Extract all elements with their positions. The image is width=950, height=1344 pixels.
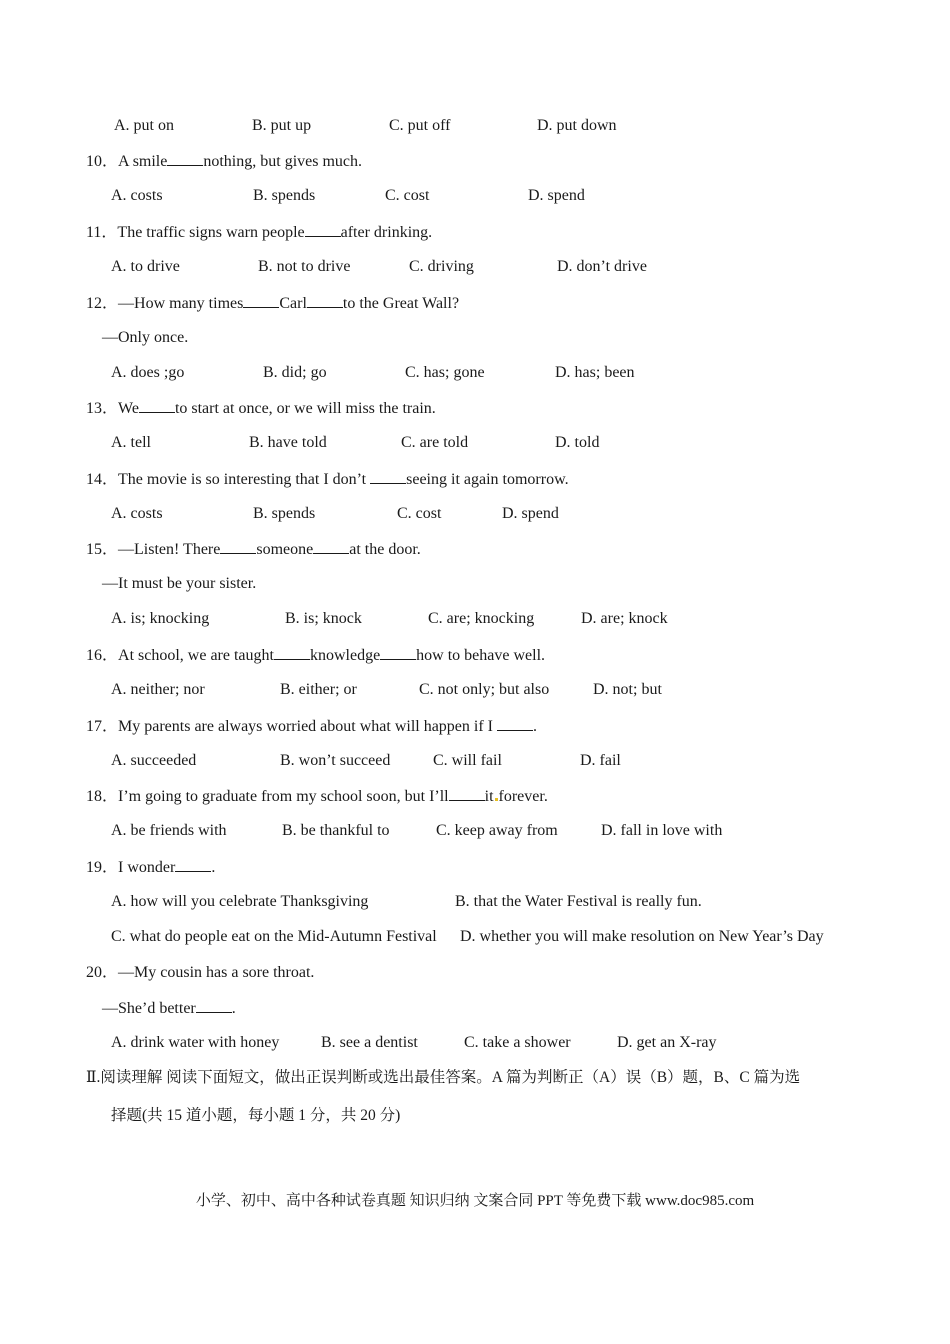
q16-number: 16． [86, 647, 119, 664]
q12-text-pre: —How many times [118, 295, 244, 312]
q17-blank [497, 715, 533, 731]
q12-option-d: D. has; been [555, 364, 635, 381]
q20-reply-pre: —She’d better [102, 1000, 196, 1017]
q13-option-b: B. have told [249, 434, 327, 451]
q11-number: 11． [86, 224, 118, 241]
q12-option-b: B. did; go [263, 364, 327, 381]
q20-option-b: B. see a dentist [321, 1034, 418, 1051]
q17-option-c: C. will fail [433, 752, 502, 769]
q15-blank-1 [220, 538, 256, 554]
q20-option-a: A. drink water with honey [111, 1034, 280, 1051]
q12-option-a: A. does ;go [111, 364, 185, 381]
q15-text-post: at the door. [349, 541, 421, 558]
q16-text-pre: At school, we are taught [118, 647, 274, 664]
q12-blank-1 [243, 292, 279, 308]
q10-option-c: C. cost [385, 187, 430, 204]
q13-option-c: C. are told [401, 434, 469, 451]
q19-option-a: A. how will you celebrate Thanksgiving [111, 893, 369, 910]
q10-blank [167, 150, 203, 166]
q13-text-post: to start at once, or we will miss the train. [174, 400, 436, 417]
q12-option-c: C. has; gone [405, 364, 485, 381]
q14-option-d: D. spend [502, 505, 559, 522]
q19-option-d: D. whether you will make resolution on New Year’s Day [460, 928, 824, 945]
q12-blank-2 [307, 292, 343, 308]
scan-dot [495, 798, 498, 801]
q18-text-post: forever. [498, 788, 548, 805]
q17-text-pre: My parents are always worried about what will happen if I [118, 718, 494, 735]
section2-line-1: Ⅱ.阅读理解 阅读下面短文，做出正误判断或选出最佳答案。A 篇为判断正（A）误（B）题，B、C 篇为选 [86, 1069, 801, 1086]
q20-number: 20． [86, 964, 119, 981]
q20-option-d: D. get an X-ray [617, 1034, 717, 1051]
q10-text-post: nothing, but gives much. [203, 153, 363, 170]
q20-blank [196, 997, 232, 1013]
q13-blank [139, 397, 175, 413]
q18-option-d: D. fall in love with [601, 822, 723, 839]
q14-option-a: A. costs [111, 505, 163, 522]
page-footer: 小学、初中、高中各种试卷真题 知识归纳 文案合同 PPT 等免费下载 www.doc985.com [195, 1193, 755, 1209]
q15-text-pre: —Listen! There [118, 541, 221, 558]
q9-option-d: D. put down [537, 117, 617, 134]
q9-option-c: C. put off [389, 117, 451, 134]
q18-text-mid: it [484, 788, 494, 805]
q15-option-c: C. are; knocking [428, 610, 535, 627]
q17-option-d: D. fail [580, 752, 621, 769]
q14-text-post: seeing it again tomorrow. [406, 471, 569, 488]
q14-number: 14． [86, 471, 119, 488]
q18-number: 18． [86, 788, 119, 805]
q12-text-post: to the Great Wall? [342, 295, 460, 312]
q17-option-a: A. succeeded [111, 752, 197, 769]
q20-reply-post: . [231, 1000, 236, 1017]
q13-option-d: D. told [555, 434, 600, 451]
q16-option-c: C. not only; but also [419, 681, 550, 698]
q11-option-b: B. not to drive [258, 258, 351, 275]
q19-text-pre: I wonder [118, 859, 176, 876]
q18-text-pre: I’m going to graduate from my school soon, but I’ll [118, 788, 449, 805]
q20-text: —My cousin has a sore throat. [118, 964, 315, 981]
q15-reply: —It must be your sister. [102, 575, 257, 592]
q16-blank-1 [274, 644, 310, 660]
q9-option-b: B. put up [252, 117, 312, 134]
q16-option-d: D. not; but [593, 681, 662, 698]
q15-option-d: D. are; knock [581, 610, 668, 627]
q10-option-a: A. costs [111, 187, 163, 204]
q11-text-post: after drinking. [340, 224, 433, 241]
q16-option-a: A. neither; nor [111, 681, 205, 698]
q19-option-b: B. that the Water Festival is really fun. [455, 893, 702, 910]
q15-text-mid: someone [256, 541, 314, 558]
q11-option-c: C. driving [409, 258, 474, 275]
q16-blank-2 [380, 644, 416, 660]
q15-blank-2 [313, 538, 349, 554]
q17-number: 17． [86, 718, 119, 735]
q10-text-pre: A smile [118, 153, 168, 170]
q14-option-c: C. cost [397, 505, 442, 522]
q16-option-b: B. either; or [280, 681, 357, 698]
q14-text-pre: The movie is so interesting that I don’t [118, 471, 367, 488]
q11-option-a: A. to drive [111, 258, 180, 275]
q18-option-b: B. be thankful to [282, 822, 390, 839]
q13-text-pre: We [118, 400, 139, 417]
q12-number: 12． [86, 295, 119, 312]
q18-option-a: A. be friends with [111, 822, 227, 839]
q14-blank [370, 468, 406, 484]
q15-option-a: A. is; knocking [111, 610, 210, 627]
q11-blank [305, 221, 341, 237]
q11-option-d: D. don’t drive [557, 258, 647, 275]
q17-option-b: B. won’t succeed [280, 752, 391, 769]
q19-option-c: C. what do people eat on the Mid-Autumn Festival [111, 928, 437, 945]
q18-option-c: C. keep away from [436, 822, 558, 839]
q13-number: 13． [86, 400, 119, 417]
q9-option-a: A. put on [114, 117, 174, 134]
q17-text-post: . [533, 718, 538, 735]
q10-option-b: B. spends [253, 187, 316, 204]
q18-blank [449, 785, 485, 801]
q13-option-a: A. tell [111, 434, 151, 451]
q19-number: 19． [86, 859, 119, 876]
q15-number: 15． [86, 541, 119, 558]
q19-blank [175, 856, 211, 872]
q16-text-mid: knowledge [309, 647, 381, 664]
q15-option-b: B. is; knock [285, 610, 362, 627]
q14-option-b: B. spends [253, 505, 316, 522]
q11-text-pre: The traffic signs warn people [117, 224, 305, 241]
q19-text-post: . [211, 859, 216, 876]
q16-text-post: how to behave well. [416, 647, 546, 664]
q10-option-d: D. spend [528, 187, 585, 204]
q12-reply: —Only once. [102, 329, 189, 346]
section2-line-2: 择题(共 15 道小题，每小题 1 分，共 20 分) [111, 1107, 401, 1124]
q10-number: 10． [86, 153, 119, 170]
q12-text-mid: Carl [279, 295, 307, 312]
q20-option-c: C. take a shower [464, 1034, 571, 1051]
